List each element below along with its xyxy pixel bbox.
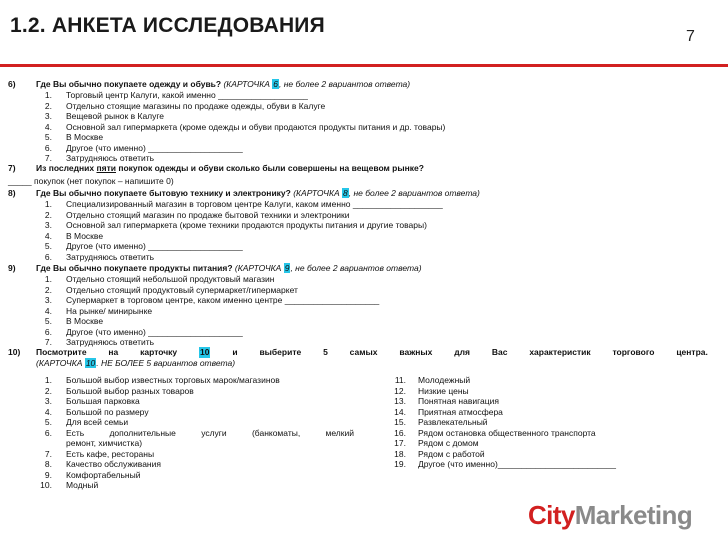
card-highlight: 6 — [273, 79, 279, 89]
option-text: Развлекательный — [418, 417, 488, 427]
option-text: ремонт, химчистка) — [66, 438, 143, 448]
option-text: Отдельно стоящий продуктовый супермаркет/гипермаркет — [66, 284, 298, 295]
option-number: 4. — [44, 121, 52, 132]
question-7-number: 7) — [8, 163, 16, 173]
question-word: выберите — [259, 347, 302, 357]
option-number: 15. — [394, 417, 406, 427]
option-text: Рядом с работой — [418, 448, 485, 459]
card-highlight: 10 — [200, 347, 210, 357]
option-number: 2. — [44, 209, 52, 220]
option-word: мелкий — [325, 427, 354, 438]
option-text: Понятная навигация — [418, 396, 499, 406]
question-word: самых — [349, 347, 378, 357]
option-text: Основной зал гипермаркета (кроме одежды и обуви продаются продукты питания и др. товары) — [66, 121, 446, 132]
citymarketing-logo: CityMarketing — [528, 500, 693, 530]
option-number: 6. — [44, 251, 52, 262]
option-text: Основной зал гипермаркета (кроме техники продаются продукты питания и другие товары) — [66, 220, 427, 230]
question-word: важных — [399, 347, 433, 357]
option-number: 3. — [44, 111, 52, 121]
option-text: Отдельно стоящий небольшой продуктовый магазин — [66, 274, 275, 284]
question-9-text: Где Вы обычно покупаете продукты питания? (КАРТОЧКА 9, не более 2 вариантов ответа) — [36, 263, 422, 273]
header-divider — [0, 64, 728, 67]
option-number: 3. — [44, 396, 52, 406]
page-number: 7 — [686, 28, 695, 45]
option-text: Супермаркет в торговом центре, каком именно центре ____________________ — [66, 295, 380, 305]
question-6-text: Где Вы обычно покупаете одежду и обувь? (КАРТОЧКА 6, не более 2 вариантов ответа) — [36, 79, 411, 89]
question-6-number: 6) — [8, 79, 16, 89]
option-number: 1. — [44, 90, 52, 100]
option-number: 7. — [44, 448, 52, 459]
option-text: Другое (что именно) ____________________ — [66, 241, 243, 251]
option-number: 2. — [44, 284, 52, 295]
option-text: В Москве — [66, 316, 104, 326]
option-text: В Москве — [66, 230, 104, 241]
option-text: Есть кафе, рестораны — [66, 448, 155, 459]
option-text: Специализированный магазин в торговом центре Калуги, каком именно ___________________ — [66, 199, 443, 209]
question-7-answer: _____ покупок (нет покупок – напишите 0) — [8, 176, 174, 186]
option-number: 19. — [394, 459, 406, 469]
option-text: Вещевой рынок в Калуге — [66, 111, 165, 121]
option-text: Другое (что именно) ____________________ — [66, 142, 243, 153]
option-text: Молодежный — [418, 375, 471, 385]
question-10-text — [36, 347, 708, 358]
option-number: 16. — [394, 427, 406, 438]
option-text: Большой по размеру — [66, 406, 149, 417]
option-text: Затрудняюсь ответить — [66, 153, 155, 163]
option-number: 5. — [44, 417, 52, 427]
option-word: дополнительные — [109, 427, 176, 438]
option-text: Затрудняюсь ответить — [66, 337, 155, 347]
card-highlight: 10 — [85, 358, 96, 368]
option-text: Рядом с домом — [418, 438, 479, 448]
option-text: Для всей семьи — [66, 417, 129, 427]
option-text: Отдельно стоящие магазины по продаже одежды, обуви в Калуге — [66, 100, 326, 111]
option-text: Низкие цены — [418, 385, 469, 396]
option-text: В Москве — [66, 132, 104, 142]
option-text: Качество обслуживания — [66, 459, 161, 469]
option-number: 17. — [394, 438, 406, 448]
option-number: 1. — [44, 199, 52, 209]
option-text: Комфортабельный — [66, 469, 141, 480]
card-highlight: 9 — [284, 263, 290, 273]
option-number: 5. — [44, 241, 52, 251]
option-text: На рынке/ минирынке — [66, 305, 153, 316]
question-6 — [8, 79, 16, 90]
question-word: карточку — [140, 347, 178, 357]
option-word: Есть — [66, 427, 85, 438]
option-number: 11. — [394, 375, 406, 385]
option-text: Приятная атмосфера — [418, 406, 503, 417]
option-number: 2. — [44, 385, 52, 396]
option-number: 10. — [40, 480, 52, 490]
option-number: 12. — [394, 385, 406, 396]
option-text: Затрудняюсь ответить — [66, 251, 155, 262]
question-8-text: Где Вы обычно покупаете бытовую технику и электронику? (КАРТОЧКА 8, не более 2 вариантов ответа) — [36, 188, 480, 198]
option-text: Другое (что именно) ____________________ — [66, 326, 243, 337]
option-text: Торговый центр Калуги, какой именно ___________________ — [66, 90, 308, 100]
page-title: 1.2. АНКЕТА ИССЛЕДОВАНИЯ — [10, 14, 325, 37]
question-word: на — [108, 347, 119, 357]
option-number: 1. — [44, 274, 52, 284]
question-8-number: 8) — [8, 188, 16, 198]
option-number: 13. — [394, 396, 406, 406]
option-text: Рядом остановка общественного транспорта — [418, 427, 596, 438]
option-number: 6. — [44, 427, 52, 438]
question-10-note: (КАРТОЧКА 10. НЕ БОЛЕЕ 5 вариантов ответа) — [36, 358, 236, 368]
question-word: и — [232, 347, 238, 357]
option-text — [66, 428, 354, 439]
question-word: Посмотрите — [36, 347, 87, 357]
option-text: Большой выбор известных торговых марок/магазинов — [66, 375, 280, 385]
question-word: Вас — [491, 347, 508, 357]
option-number: 18. — [394, 448, 406, 459]
question-word: характеристик — [529, 347, 591, 357]
question-word: торгового — [612, 347, 655, 357]
card-highlight: 8 — [343, 188, 348, 198]
option-number: 5. — [44, 132, 52, 142]
option-text: Отдельно стоящий магазин по продаже бытовой техники и электроники — [66, 209, 350, 220]
question-7-text: Из последних пяти покупок одежды и обуви сколько были совершены на вещевом рынке? — [36, 163, 424, 173]
option-number: 8. — [44, 459, 52, 469]
question-9-number: 9) — [8, 263, 16, 273]
option-number: 4. — [44, 230, 52, 241]
question-word: для — [454, 347, 470, 357]
question-word: центра. — [676, 347, 708, 357]
option-text: Другое (что именно)_________________________ — [418, 459, 616, 469]
question-10-number: 10) — [8, 347, 21, 357]
option-number: 9. — [44, 469, 52, 480]
option-number: 6. — [44, 142, 52, 153]
question-word: 5 — [323, 347, 328, 357]
option-text: Большая парковка — [66, 396, 140, 406]
option-word: услуги — [201, 427, 227, 438]
option-word: (банкоматы, — [251, 427, 301, 438]
option-number: 3. — [44, 220, 52, 230]
option-number: 7. — [44, 153, 52, 163]
option-number: 7. — [44, 337, 52, 347]
option-text: Большой выбор разных товаров — [66, 385, 194, 396]
option-text: Модный — [66, 480, 99, 490]
option-number: 4. — [44, 305, 52, 316]
option-number: 4. — [44, 406, 52, 417]
option-number: 14. — [394, 406, 406, 417]
option-number: 6. — [44, 326, 52, 337]
option-number: 3. — [44, 295, 52, 305]
option-number: 5. — [44, 316, 52, 326]
option-number: 2. — [44, 100, 52, 111]
option-number: 1. — [44, 375, 52, 385]
